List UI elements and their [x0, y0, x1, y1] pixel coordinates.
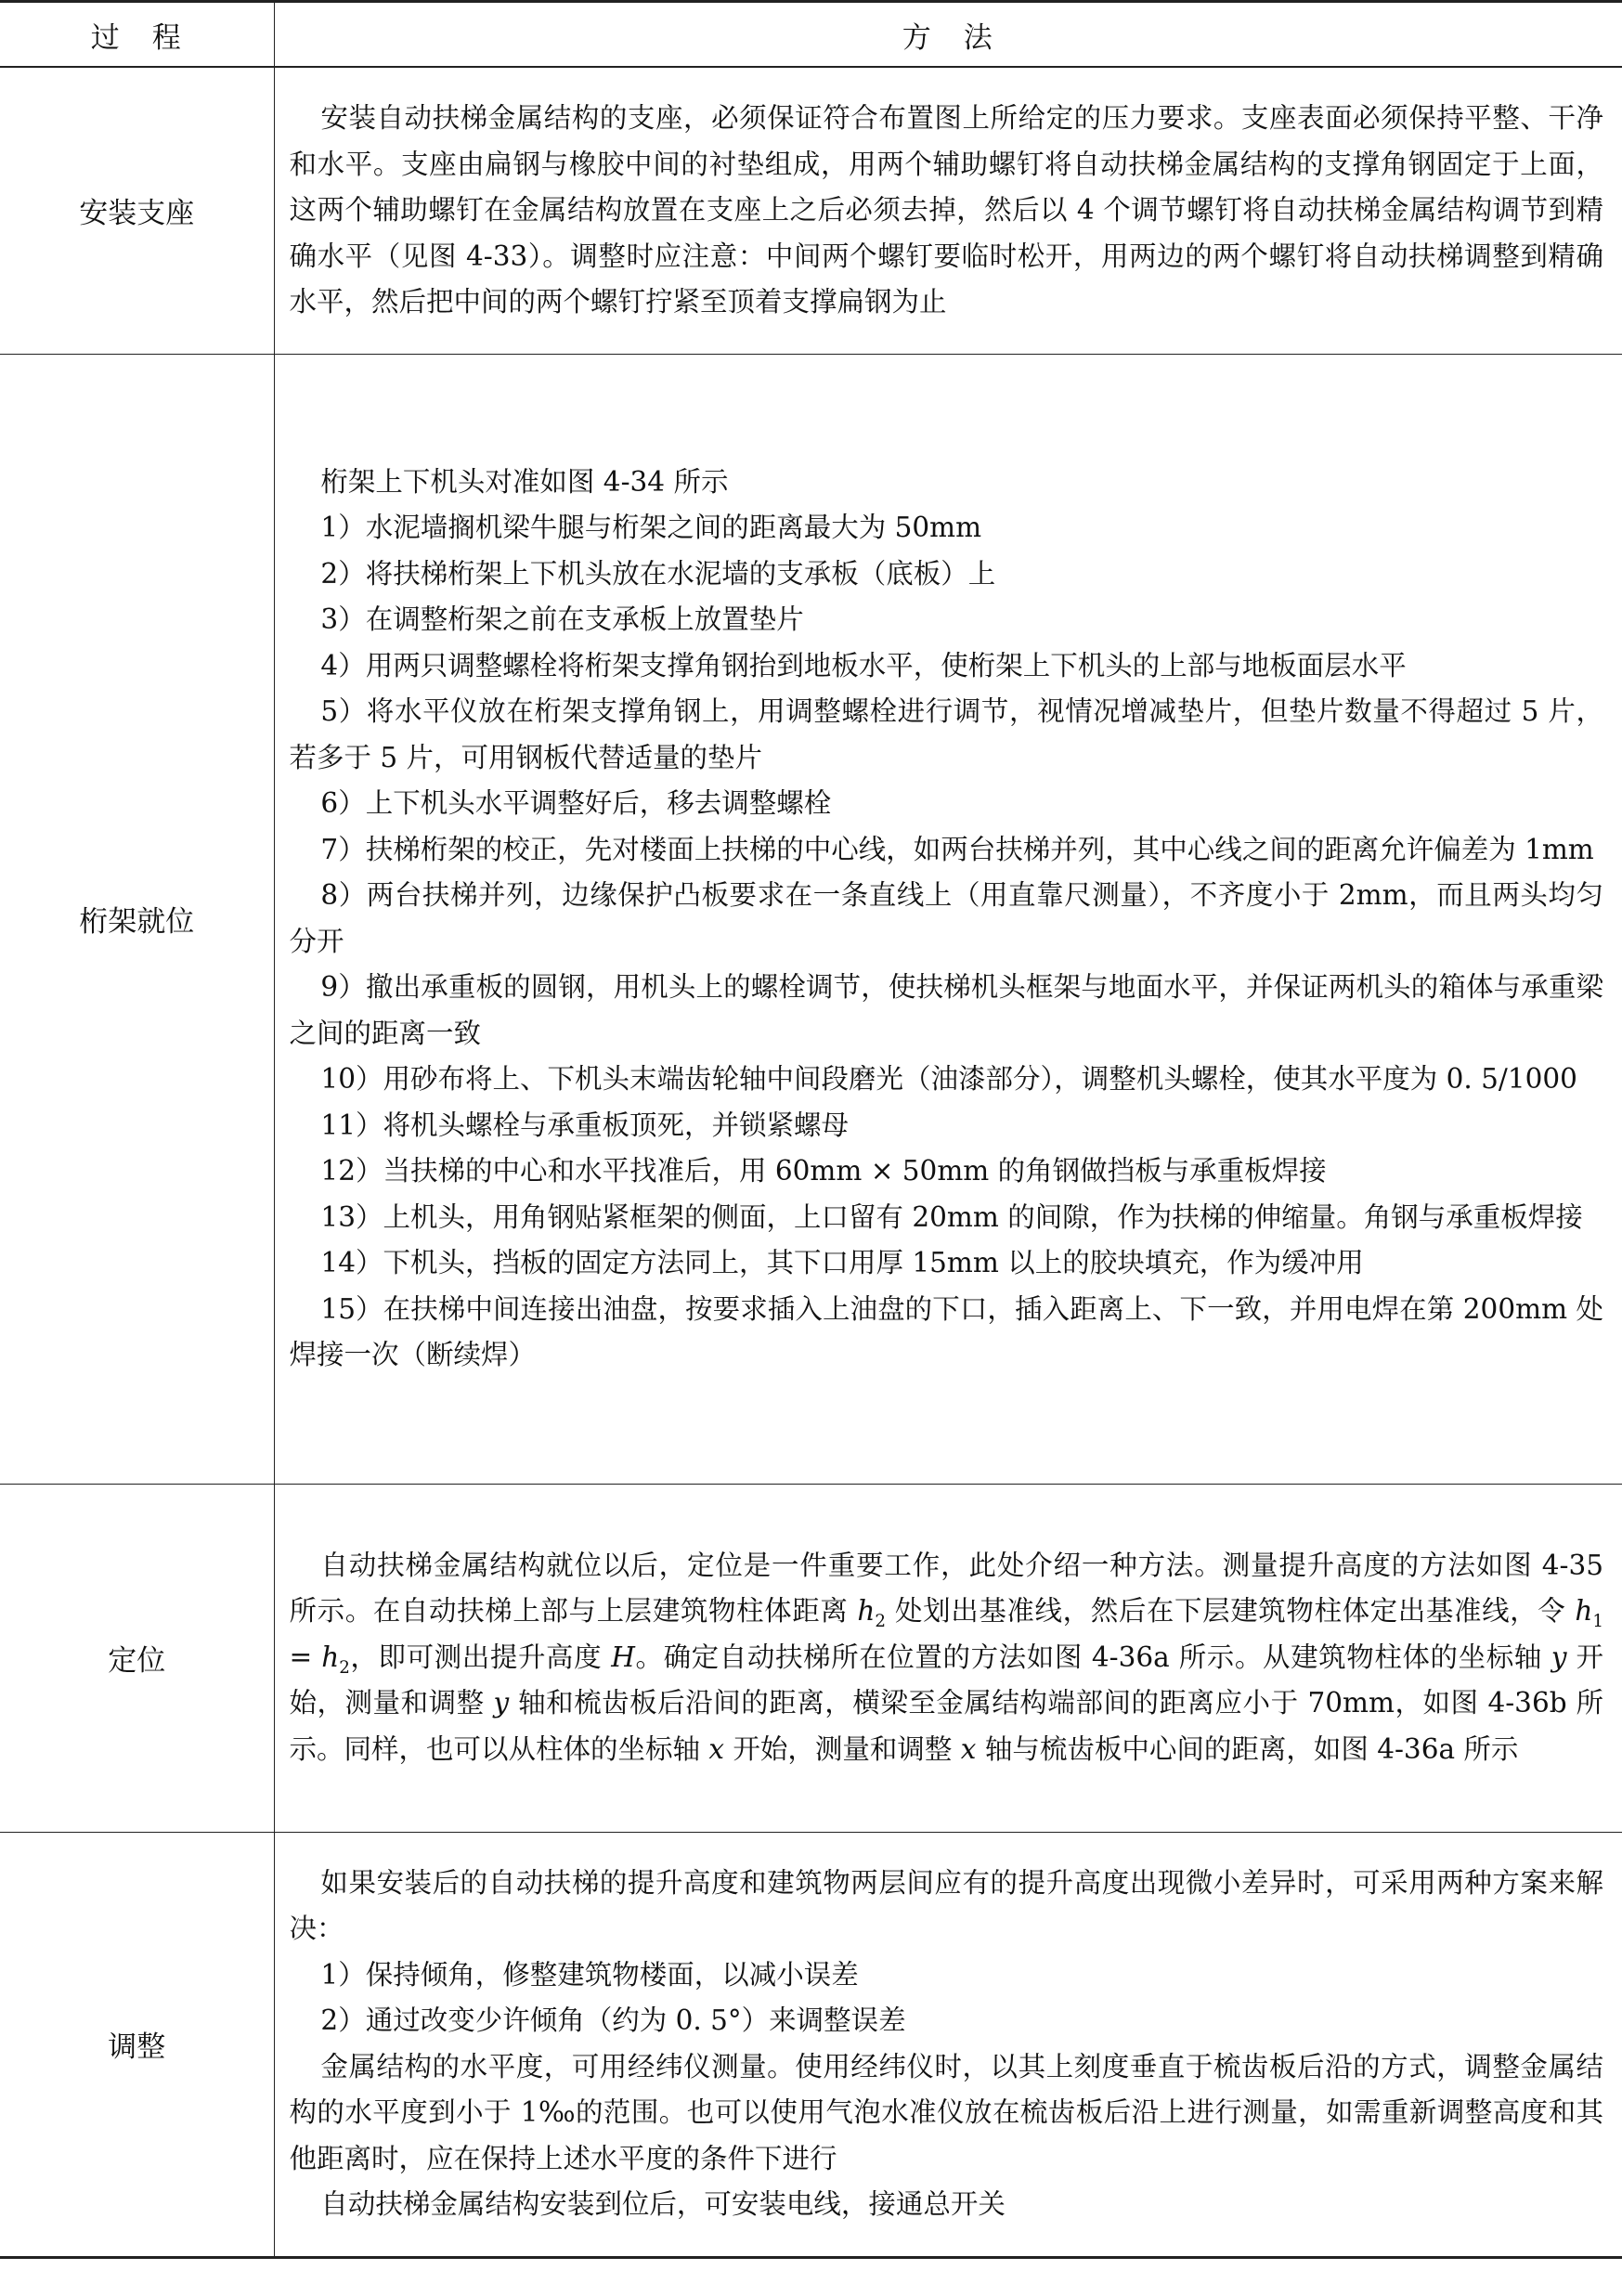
method-step: 4）用两只调整螺栓将桁架支撑角钢抬到地板水平，使桁架上下机头的上部与地板面层水平	[320, 649, 1407, 681]
process-cell: 调整	[0, 1832, 274, 2257]
method-step: 13）上机头，用角钢贴紧框架的侧面，上口留有 20mm 的间隙，作为扶梯的伸缩量。角钢与承重板焊接	[320, 1200, 1583, 1233]
method-step: 11）将机头螺栓与承重板顶死，并锁紧螺母	[320, 1109, 849, 1141]
table-row	[0, 1484, 1622, 1832]
text-run: 轴和梳齿板后沿间的距离，横梁至金属结构端部间的距离应小于 70mm，如图 4-36b 所示。同样，也可以从柱体的坐标轴	[289, 1687, 1603, 1765]
var-x: x	[708, 1732, 725, 1765]
equals-sign: =	[289, 1641, 322, 1673]
table-row	[0, 67, 1622, 354]
header-process-label: 过 程	[90, 20, 183, 55]
method-step: 1）保持倾角，修整建筑物楼面，以减小误差	[320, 1958, 859, 1991]
method-paragraph: 金属结构的水平度，可用经纬仪测量。使用经纬仪时，以其上刻度垂直于梳齿板后沿的方式，调整金属结构的水平度到小于 1‰的范围。也可以使用气泡水准仪放在梳齿板后沿上进行测量，如需重新调整高度和其他距离时，应在保持上述水平度的条件下进行	[289, 2050, 1603, 2174]
method-paragraph: 安装自动扶梯金属结构的支座，必须保证符合布置图上所给定的压力要求。支座表面必须保持平整、干净和水平。支座由扁钢与橡胶中间的衬垫组成，用两个辅助螺钉将自动扶梯金属结构的支撑角钢固定于上面，这两个辅助螺钉在金属结构放置在支座上之后必须去掉，然后以 4 个调节螺钉将自动扶梯金属结构调节到精确水平（见图 4-33）。调整时应注意：中间两个螺钉要临时松开，用两边的两个螺钉将自动扶梯调整到精确水平，然后把中间的两个螺钉拧紧至顶着支撑扁钢为止	[289, 102, 1603, 318]
text-run: 开始，测量和调整	[289, 1641, 1603, 1719]
header-process	[0, 2, 274, 68]
method-step: 15）在扶梯中间连接出油盘，按要求插入上油盘的下口，插入距离上、下一致，并用电焊在第 200mm 处焊接一次（断续焊）	[289, 1292, 1603, 1370]
method-step: 1）水泥墙搁机梁牛腿与桁架之间的距离最大为 50mm	[320, 512, 982, 543]
var-h: h	[321, 1641, 340, 1673]
subscript-2: 2	[875, 1612, 887, 1632]
var-y: y	[1551, 1641, 1567, 1673]
process-cell: 定位	[0, 1484, 274, 1832]
var-y: y	[493, 1687, 510, 1719]
var-h: h	[1575, 1595, 1593, 1628]
text-run: 处划出基准线，然后在下层建筑物柱体定出基准线，令	[886, 1595, 1576, 1628]
text-run: ，即可测出提升高度	[349, 1641, 612, 1673]
method-step: 9）撤出承重板的圆钢，用机头上的螺栓调节，使扶梯机头框架与地面水平，并保证两机头的箱体与承重梁之间的距离一致	[289, 971, 1603, 1049]
method-step: 3）在调整桁架之前在支承板上放置垫片	[320, 603, 804, 635]
table-row	[0, 354, 1622, 1484]
process-cell: 安装支座	[0, 67, 274, 354]
method-step: 2）通过改变少许倾角（约为 0. 5°）来调整误差	[320, 2004, 906, 2036]
method-step: 14）下机头，挡板的固定方法同上，其下口用厚 15mm 以上的胶块填充，作为缓冲用	[320, 1247, 1364, 1278]
subscript-1: 1	[1592, 1612, 1603, 1632]
text-run: 轴与梳齿板中心间的距离，如图 4-36a 所示	[976, 1732, 1519, 1765]
method-step: 12）当扶梯的中心和水平找准后，用 60mm × 50mm 的角钢做挡板与承重板焊接	[320, 1155, 1327, 1187]
method-paragraph: 桁架上下机头对准如图 4-34 所示	[320, 465, 729, 498]
var-h: h	[857, 1595, 876, 1628]
var-x: x	[960, 1732, 977, 1765]
subscript-2: 2	[339, 1657, 350, 1678]
method-paragraph	[290, 1543, 1604, 1773]
method-step: 2）将扶梯桁架上下机头放在水泥墙的支承板（底板）上	[320, 557, 996, 590]
header-method	[274, 2, 1622, 68]
text-run: 开始，测量和调整	[724, 1732, 961, 1765]
method-step: 10）用砂布将上、下机头末端齿轮轴中间段磨光（油漆部分），调整机头螺栓，使其水平度为 0. 5/1000	[320, 1063, 1577, 1095]
table-header-row	[0, 2, 1622, 68]
method-paragraph: 如果安装后的自动扶梯的提升高度和建筑物两层间应有的提升高度出现微小差异时，可采用两种方案来解决：	[289, 1866, 1603, 1944]
method-paragraph: 自动扶梯金属结构安装到位后，可安装电线，接通总开关	[320, 2188, 1006, 2220]
header-method-label: 方 法	[902, 20, 994, 55]
method-step: 7）扶梯桁架的校正，先对楼面上扶梯的中心线，如两台扶梯并列，其中心线之间的距离允许偏差为 1mm	[320, 833, 1594, 865]
text-run: 。确定自动扶梯所在位置的方法如图 4-36a 所示。从建筑物柱体的坐标轴	[634, 1641, 1551, 1673]
method-step: 8）两台扶梯并列，边缘保护凸板要求在一条直线上（用直靠尺测量），不齐度小于 2mm，而且两头均匀分开	[289, 879, 1603, 957]
method-cell	[274, 67, 1622, 354]
method-cell	[274, 1484, 1622, 1832]
method-cell	[274, 1832, 1622, 2257]
process-cell: 桁架就位	[0, 354, 274, 1484]
method-cell	[274, 354, 1622, 1484]
var-H: H	[611, 1641, 635, 1673]
text-run: 自动扶梯金属结构就位以后，定位是一件重要工作，此处介绍一种方法。测量提升高度的方法如图 4-35 所示。在自动扶梯上部与上层建筑物柱体距离	[289, 1549, 1603, 1628]
method-step: 5）将水平仪放在桁架支撑角钢上，用调整螺栓进行调节，视情况增减垫片，但垫片数量不得超过 5 片，若多于 5 片，可用钢板代替适量的垫片	[289, 695, 1603, 773]
method-step: 6）上下机头水平调整好后，移去调整螺栓	[320, 787, 832, 819]
table-row	[0, 1832, 1622, 2257]
